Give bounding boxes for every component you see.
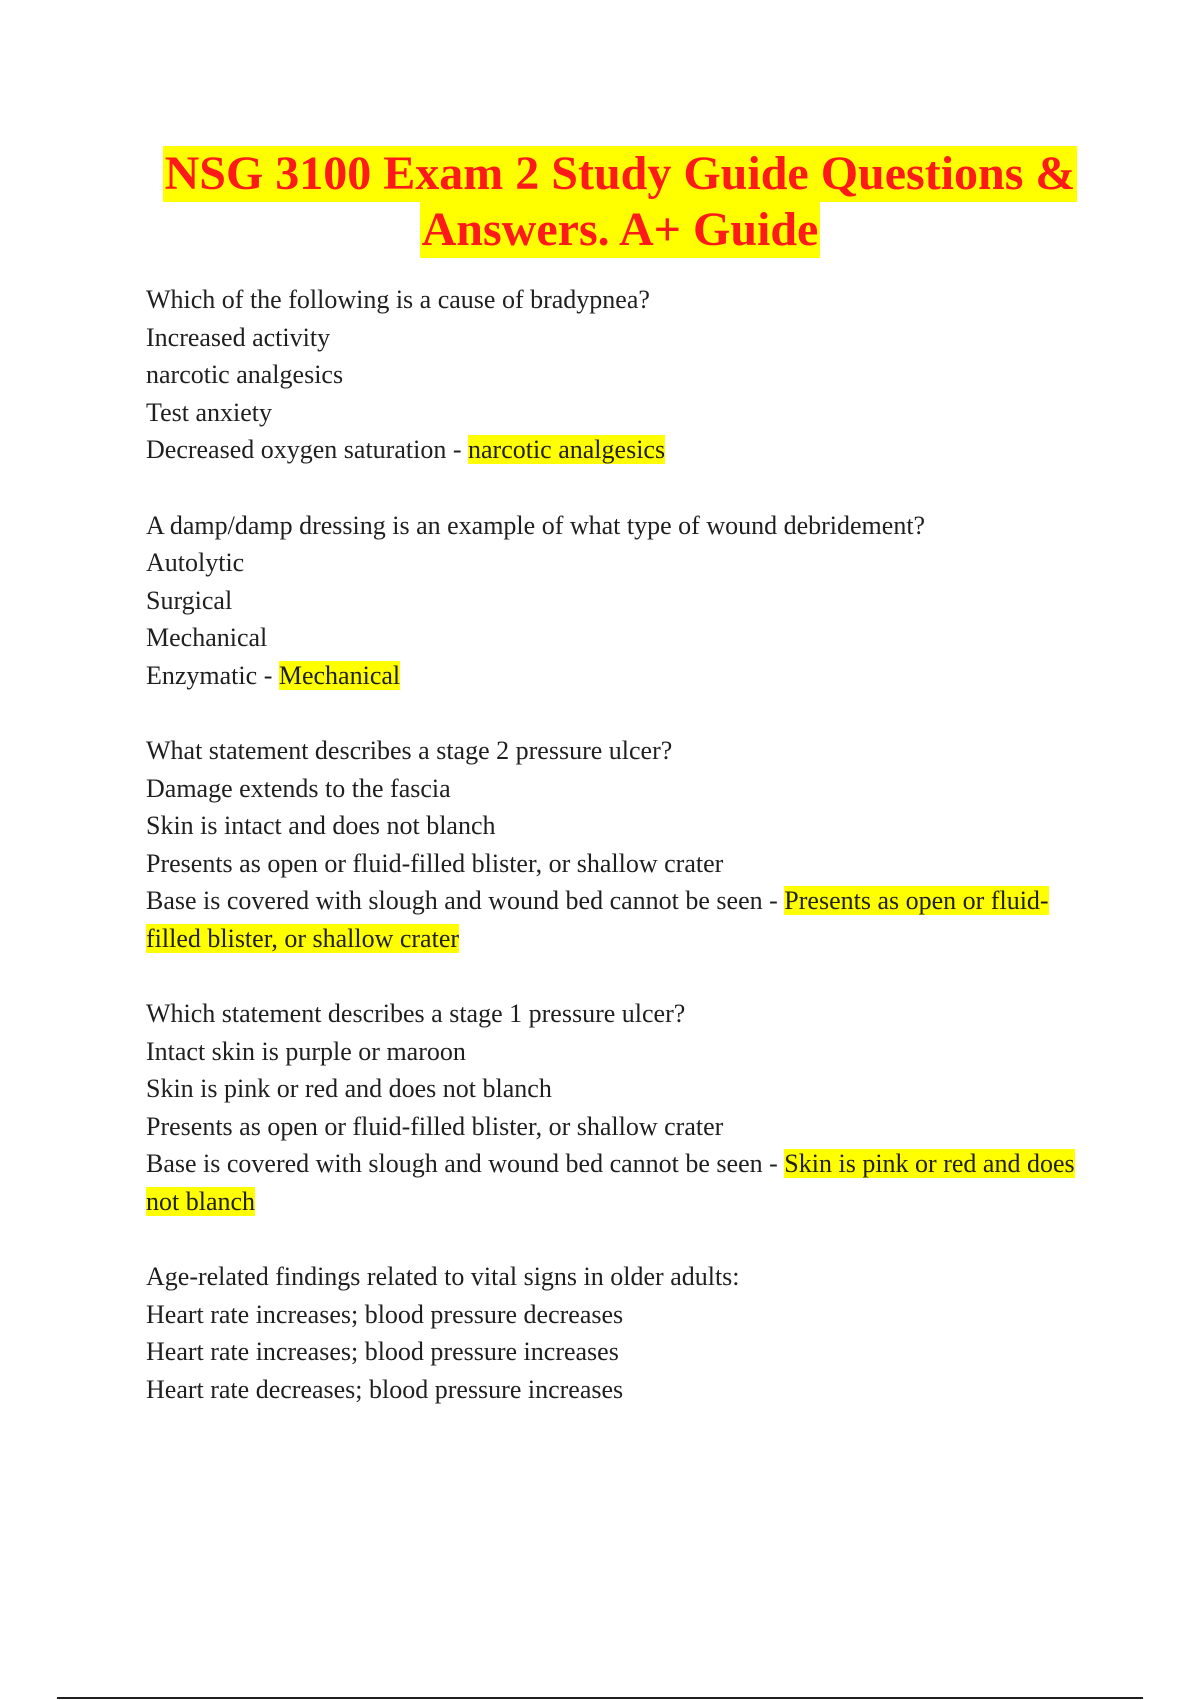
question-text: What statement describes a stage 2 pressure ulcer? (146, 736, 673, 765)
question-block-3 (146, 732, 1086, 957)
correct-answer-highlight: Skin is pink or red and does not blanch (146, 1149, 1075, 1216)
title-line-2: Answers. A+ Guide (421, 203, 819, 256)
question-text: Which statement describes a stage 1 pressure ulcer? (146, 999, 686, 1028)
answer-option-with-answer (146, 1145, 1086, 1220)
answer-option: Decreased oxygen saturation (146, 435, 447, 464)
answer-separator: - (762, 886, 785, 915)
correct-answer-highlight: Mechanical (278, 660, 401, 690)
question-text: Which of the following is a cause of bradypnea? (146, 285, 650, 314)
answer-option: Increased activity (146, 322, 331, 352)
answer-option: Heart rate increases; blood pressure increases (146, 1337, 619, 1366)
answer-option-with-answer (146, 431, 1086, 469)
answer-option: Surgical (146, 585, 233, 615)
answer-option: Heart rate increases; blood pressure decreases (146, 1299, 624, 1329)
answer-option: Mechanical (146, 623, 268, 652)
answer-option: narcotic analgesics (146, 360, 344, 389)
answer-option: Autolytic (146, 548, 245, 577)
answer-option: Intact skin is purple or maroon (146, 1036, 466, 1066)
answer-option: Skin is intact and does not blanch (146, 811, 496, 840)
answer-separator: - (762, 1149, 785, 1178)
answer-option: Presents as open or fluid-filled blister, or shallow crater (146, 1111, 724, 1141)
document-title (0, 146, 1200, 258)
answer-option-with-answer (146, 882, 1086, 957)
answer-option: Heart rate decreases; blood pressure increases (146, 1374, 624, 1404)
question-block-1 (146, 281, 1086, 469)
answer-option: Presents as open or fluid-filled blister, or shallow crater (146, 848, 724, 878)
question-block-2 (146, 507, 1086, 695)
answer-option: Enzymatic (146, 660, 258, 690)
answer-option: Base is covered with slough and wound bed cannot be seen (146, 1149, 763, 1178)
answer-option-with-answer (146, 657, 1086, 695)
correct-answer-highlight: Presents as open or fluid-filled blister, or shallow crater (146, 886, 1049, 953)
answer-separator: - (257, 660, 279, 690)
answer-option: Test anxiety (146, 397, 272, 427)
question-text: Age-related findings related to vital signs in older adults: (146, 1262, 740, 1291)
answer-option: Damage extends to the fascia (146, 773, 451, 803)
title-line-1: NSG 3100 Exam 2 Study Guide Questions & (164, 147, 1076, 200)
question-text: A damp/damp dressing is an example of what type of wound debridement? (146, 510, 926, 540)
correct-answer-highlight: narcotic analgesics (468, 435, 666, 464)
page-bottom-divider (57, 1697, 1143, 1699)
answer-option: Base is covered with slough and wound bed cannot be seen (146, 886, 763, 915)
answer-option: Skin is pink or red and does not blanch (146, 1074, 552, 1103)
question-block-5 (146, 1258, 1086, 1408)
question-block-4 (146, 995, 1086, 1220)
study-content (146, 281, 1086, 1446)
answer-separator: - (446, 435, 468, 464)
